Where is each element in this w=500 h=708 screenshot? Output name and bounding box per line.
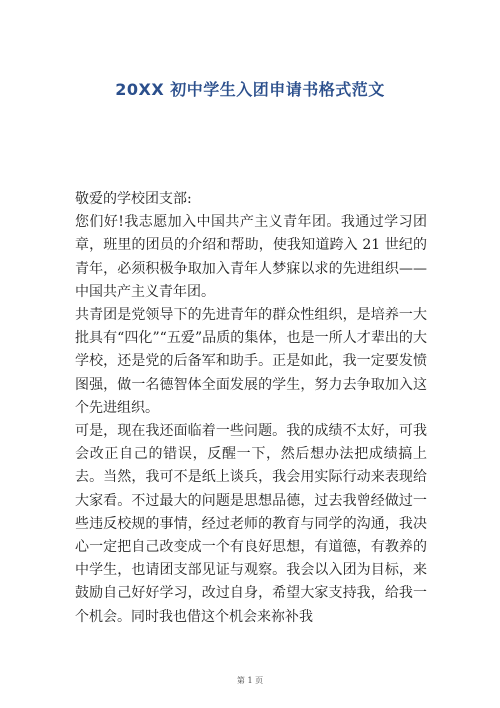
document-body: [75, 188, 427, 629]
page-number: 第 1 页: [236, 676, 264, 685]
salutation: 敬爱的学校团支部:: [75, 191, 192, 207]
document-title: 20XX 初中学生入团申请书格式范文: [115, 80, 385, 99]
paragraph-1: 您们好!我志愿加入中国共产主义青年团。我通过学习团章，班里的团员的介绍和帮助，使我知道跨入 21 世纪的青年，必须积极争取加入青年人梦寐以求的先进组织——中国共产主义青年团。: [75, 214, 427, 300]
paragraph-2: 共青团是党领导下的先进青年的群众性组织，是培养一大批具有“四化”“五爱”品质的集体，也是一所人才辈出的大学校，还是党的后备军和助手。正是如此，我一定要发愤图强，做一名德智体全面发展的学生，努力去争取加入这个先进组织。: [75, 307, 427, 416]
paragraph-3: 可是，现在我还面临着一些问题。我的成绩不太好，可我会改正自己的错误，反醒一下，然后想办法把成绩搞上去。当然，我可不是纸上谈兵，我会用实际行动来表现给大家看。不过最大的问题是思想品德，过去我曾经做过一些违反校规的事情，经过老师的教育与同学的沟通，我决心一定把自己改变成一个有良好思想，有道德，有教养的中学生，也请团支部见证与观察。我会以入团为目标，来鼓励自己好好学习，改过自身，希望大家支持我，给我一个机会。同时我也借这个机会来祢补我: [75, 423, 427, 625]
